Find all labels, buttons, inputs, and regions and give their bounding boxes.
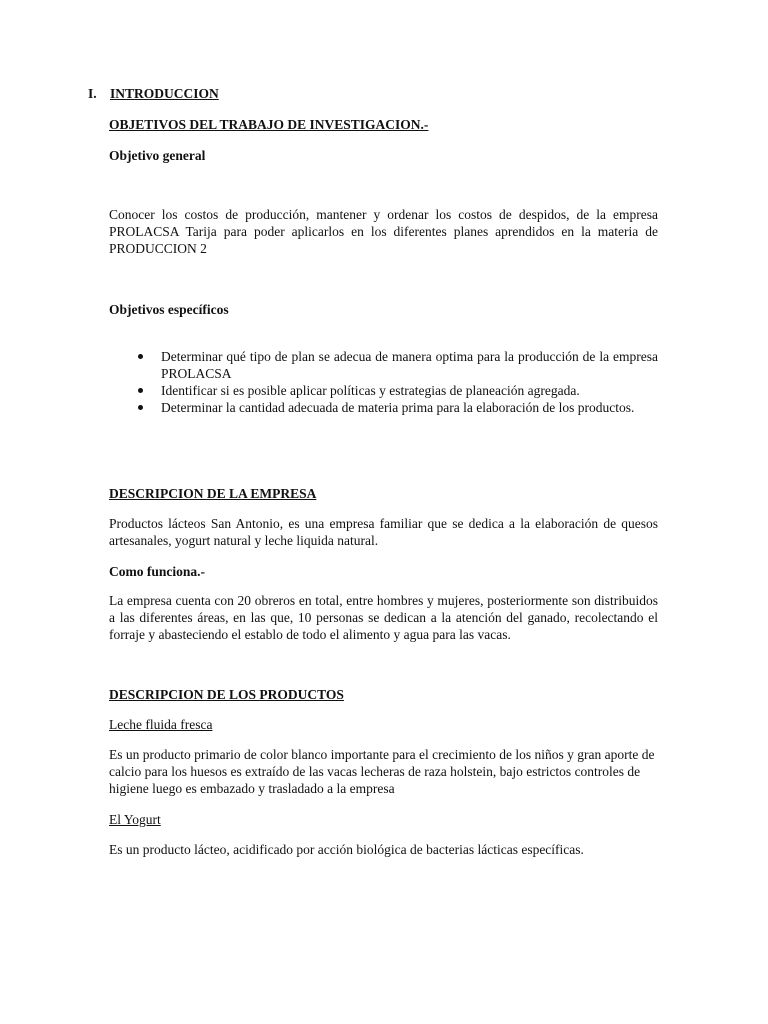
list-item: Determinar la cantidad adecuada de materia prima para la elaboración de los productos. [136,399,658,416]
list-item: Identificar si es posible aplicar políticas y estrategias de planeación agregada. [136,382,658,399]
milk-description: Es un producto primario de color blanco importante para el crecimiento de los niños y gran aporte de calcio para los huesos es extraído de las vacas lecheras de raza holstein, bajo estrictos controles de higiene luego es embazado y trasladado a la empresa [109,747,655,796]
how-it-works-text: La empresa cuenta con 20 obreros en total, entre hombres y mujeres, posteriormente son distribuidos a las diferentes áreas, en las que, 10 personas se dedican a la atención del ganado, recolectando el forraje y abasteciendo el establo de todo el alimento y agua para las vacas. [109,593,658,642]
how-it-works-heading: Como funciona.- [109,564,206,579]
company-description: Productos lácteos San Antonio, es una empresa familiar que se dedica a la elaboración de quesos artesanales, yogurt natural y leche liquida natural. [109,516,658,548]
general-objective-heading: Objetivo general [109,148,206,163]
section-number: I. [88,86,97,101]
list-item: Determinar qué tipo de plan se adecua de manera optima para la producción de la empresa PROLACSA [136,348,658,382]
bullet-icon [138,354,143,359]
bullet-icon [138,388,143,393]
products-heading: DESCRIPCION DE LOS PRODUCTOS [109,687,344,702]
yogurt-description: Es un producto lácteo, acidificado por acción biológica de bacterias lácticas específicas. [109,842,584,857]
milk-title: Leche fluida fresca [109,717,213,732]
bullet-icon [138,405,143,410]
specific-objectives-list [136,348,658,416]
general-objective-text: Conocer los costos de producción, mantener y ordenar los costos de despidos, de la empresa PROLACSA Tarija para poder aplicarlos en los diferentes planes aprendidos en la materia de PRODUCCION 2 [109,207,658,256]
specific-objectives-heading: Objetivos específicos [109,302,229,317]
objectives-heading: OBJETIVOS DEL TRABAJO DE INVESTIGACION.- [109,117,429,132]
section-heading [88,85,219,102]
company-heading: DESCRIPCION DE LA EMPRESA [109,486,317,501]
section-title: INTRODUCCION [110,86,219,101]
yogurt-title: El Yogurt [109,812,161,827]
